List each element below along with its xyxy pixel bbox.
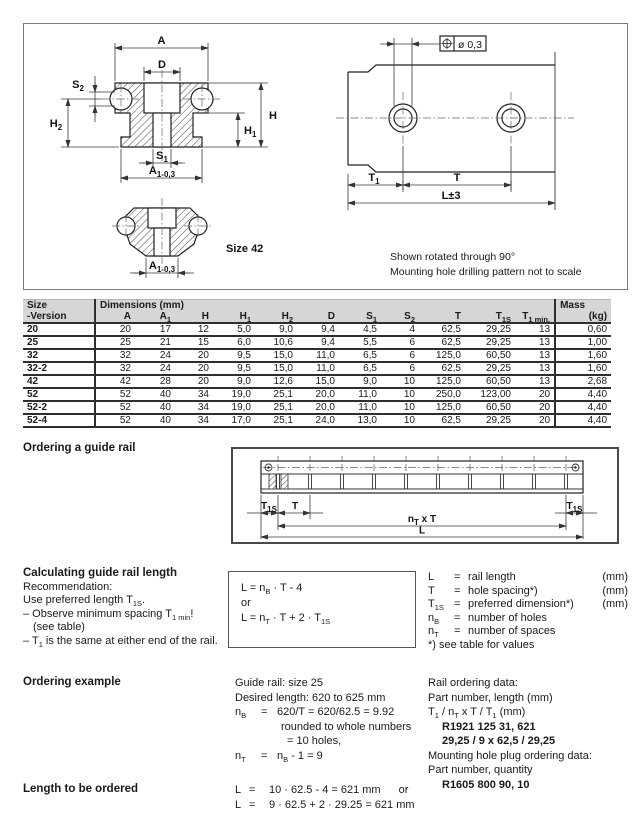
legend-row: L = rail length (mm): [428, 571, 628, 583]
order-line: Rail ordering data:: [428, 677, 518, 689]
legend-row: T = hole spacing*) (mm): [428, 584, 628, 597]
section-heading-ordering-rail: Ordering a guide rail: [23, 442, 136, 454]
rail-dimensions: [247, 495, 597, 539]
section-heading-example: Ordering example: [23, 676, 121, 688]
calc-line: – $T_1$ is the same at either end of the rail.: [23, 634, 218, 649]
example-line: rounded to whole numbers: [281, 720, 412, 733]
dim-label-l: L±3: [441, 190, 461, 202]
section-heading-length: Length to be ordered: [23, 783, 138, 795]
col-header-dimensions: Dimensions (mm): [95, 300, 555, 312]
plug-part-number: R1605 800 90, 10: [442, 778, 530, 791]
example-line: Guide rail: size 25: [235, 677, 324, 689]
dim-label-d: D: [158, 59, 166, 71]
order-line: $T_1 / n_T$ x T / $T_1$ (mm): [428, 706, 526, 721]
col-header-T1S: $T_{1S}$: [465, 311, 515, 323]
example-line: = 10 holes,: [287, 735, 342, 747]
dim-A: [115, 35, 208, 81]
note-rotated: Shown rotated through 90°: [390, 251, 516, 263]
dim-label-a1: $A_{1-0,3}$: [148, 165, 176, 179]
col-header-A: A: [95, 311, 135, 323]
dim-label-s2: $S_2$: [72, 79, 84, 93]
note-not-to-scale: Mounting hole drilling pattern not to scale: [390, 266, 582, 278]
legend-footnote: *) see table for values: [428, 638, 535, 651]
col-header-T: T: [419, 311, 465, 323]
col-header-S2: $S_2$: [381, 311, 419, 323]
section-heading-calculating: Calculating guide rail length: [23, 567, 177, 579]
order-line: Part number, quantity: [428, 764, 533, 776]
col-header-H2: $H_2$: [255, 311, 297, 323]
length-line: L = 10 · 62.5 - 4 = 621 mm or: [235, 784, 409, 796]
calc-line: – Observe minimum spacing $T_{1 min}$!: [23, 607, 194, 622]
table-row: 20 20 17 12 5,0 9,0 9,4 4,5 4 62,5 29,25 13 0,60: [23, 323, 611, 336]
dim-label-h: H: [269, 110, 277, 122]
legend-row: $n_T$ = number of spaces: [428, 625, 556, 640]
formula-line: or: [241, 597, 251, 609]
part-number-dims: 29,25 / 9 x 62,5 / 29,25: [442, 735, 556, 747]
calc-line: Use preferred length $T_{1S}$.: [23, 594, 146, 609]
rail-top-view: [336, 52, 574, 210]
dim-label-a1-size42: $A_{1-0,3}$: [148, 260, 176, 274]
dim-label-t: T: [453, 172, 461, 184]
drawings-frame: [23, 23, 628, 290]
table-row: 42 42 28 20 9,0 12,6 15,0 9,0 10 125,0 60,50 13 2,68: [23, 375, 611, 388]
drawing-notes: [390, 250, 622, 280]
dim-label-h2: $H_2$: [49, 118, 63, 132]
drilling-pattern-drawing: [324, 24, 624, 224]
dim-T1-T-L: [348, 146, 555, 210]
col-header-H1: $H_1$: [213, 311, 255, 323]
guide-rail-drawing: [233, 449, 613, 540]
hatch-block: [269, 474, 276, 489]
col-header-D: D: [297, 311, 339, 323]
length-line: L = 9 · 62.5 + 2 · 29.25 = 621 mm: [235, 799, 415, 811]
dim-label-s1: $S_1$: [156, 150, 168, 164]
calculating-section: [23, 567, 233, 648]
symbol-legend: [428, 571, 628, 652]
dim-H: [202, 83, 277, 147]
dim-label-nt-x-t: $n_T$ x T: [407, 514, 437, 527]
cross-section-drawing: [32, 30, 342, 286]
example-line: Desired length: 620 to 625 mm: [235, 691, 386, 704]
formula-box: [228, 571, 416, 648]
dim-label-t: T: [291, 501, 299, 512]
dim-label-t1: $T_1$: [368, 172, 380, 186]
formula-line: $L = n_B \cdot T - 4$: [241, 582, 303, 597]
rail-body: [261, 456, 583, 493]
example-line: $n_B$ = 620/T = 620/62.5 = 9.92: [235, 706, 395, 721]
col-header-A1: $A_1$: [135, 311, 175, 323]
rail-ordering-data: [428, 676, 630, 792]
length-formulas: [235, 783, 535, 813]
tolerance-callout: [380, 36, 486, 106]
table-row: 32 32 24 20 9,5 15,0 11,0 6,5 6 125,0 60,50 13 1,60: [23, 349, 611, 362]
col-header-T1min: $T_{1 min.}$: [515, 311, 555, 323]
size42-label: Size 42: [226, 243, 264, 255]
col-header-kg: (kg): [555, 311, 611, 323]
col-header-mass: Mass: [555, 300, 611, 312]
example-calculation: [235, 676, 430, 763]
order-line: Part number, length (mm): [428, 691, 553, 704]
hatch-block: [281, 474, 288, 489]
formula-line: $L = n_T \cdot T + 2 \cdot T_{1S}$: [241, 612, 331, 627]
guide-rail-drawing-box: [231, 447, 619, 544]
dim-label-t1s-right: $T_{1S}$: [566, 501, 583, 514]
calc-line: Recommendation:: [23, 580, 113, 593]
dim-label-h1: $H_1$: [244, 125, 257, 139]
table-row: 25 25 21 15 6,0 10,6 9,4 5,5 6 62,5 29,25 13 1,00: [23, 336, 611, 349]
table-row: 52-2 52 40 34 19,0 25,1 20,0 11,0 10 125,0 60,50 20 4,40: [23, 401, 611, 414]
table-row: 52 52 40 34 19,0 25,1 20,0 11,0 10 250,0 123,00 20 4,40: [23, 388, 611, 401]
tolerance-value: ø 0,3: [458, 39, 482, 51]
size42-drawing: [112, 198, 263, 278]
legend-row: $T_{1S}$ = preferred dimension*) (mm): [428, 598, 628, 613]
col-header-H: H: [175, 311, 213, 323]
table-row: 52-4 52 40 34 17,0 25,1 24,0 13,0 10 62,5 29,25 20 4,40: [23, 414, 611, 427]
dim-label-l: L: [418, 525, 426, 537]
col-header-size: Size: [23, 300, 95, 312]
table-row: 32-2 32 24 20 9,5 15,0 11,0 6,5 6 62,5 29,25 13 1,60: [23, 362, 611, 375]
calc-line: (see table): [33, 621, 85, 633]
part-number: R1921 125 31, 621: [442, 720, 536, 733]
order-line: Mounting hole plug ordering data:: [428, 749, 592, 762]
legend-row: $n_B$ = number of holes: [428, 611, 547, 626]
dimensions-table: [23, 299, 611, 428]
dim-label-t1s-left: $T_{1S}$: [261, 501, 277, 514]
dim-label-a: A: [157, 35, 166, 47]
col-header-S1: $S_1$: [339, 311, 381, 323]
col-header-version: -Version: [23, 311, 95, 323]
example-line: $n_T$ = $n_B - 1 = 9$: [235, 749, 323, 764]
dim-S1: [139, 149, 185, 168]
